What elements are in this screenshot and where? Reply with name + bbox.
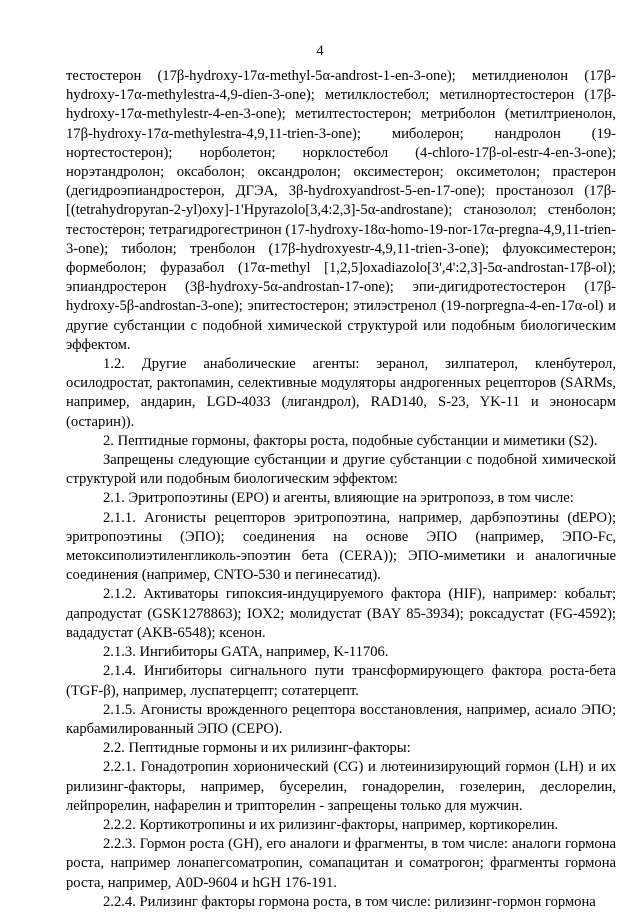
paragraph-gh-releasing-factors: 2.2.4. Рилизинг факторы гормона роста, в том числе: рилизинг-гормон гормона — [103, 893, 596, 910]
paragraph-prohibited-intro: Запрещены следующие субстанции и другие субстанции с подобной химической структурой или подобным биологическим эффектом: — [66, 452, 616, 488]
paragraph-tgf-beta-inhibitors: 2.1.4. Ингибиторы сигнального пути трансформирующего фактора роста-бета (TGF-β), например, луспатерцепт; сотатерцепт. — [66, 663, 616, 699]
paragraph-epo-receptor-agonists: 2.1.1. Агонисты рецепторов эритропоэтина, например, дарбэпоэтины (dEPO); эритропоэтины (ЭПО); соединения на основе ЭПО (например, ЭПО-Fc, метоксиполиэтиленгликоль-эпоэтин бета (CERA)); ЭПО-миметики и аналогичные соединения (например, CNTO-530 и пегинесатид). — [66, 509, 616, 584]
paragraph-peptide-hormones: 2.2. Пептидные гормоны и их рилизинг-факторы: — [103, 740, 411, 757]
paragraph-erythropoietins: 2.1. Эритропоэтины (ЕРО) и агенты, влияющие на эритропоэз, в том числе: — [103, 490, 574, 507]
document-body — [66, 67, 616, 912]
paragraph-anabolic-steroids-list: тестостерон (17β-hydroxy-17α-methyl-5α-androst-1-en-3-one); метилдиенолон (17β-hydroxy-17α-methylestra-4,9-dien-3-one); метилклостебол; метилнортестостерон (17β-hydroxy-17α-methylestr-4-en-3-one); метилтестостерон; метрибoлон (метилтриенолон, 17β-hydroxy-17α-methylestra-4,9,11-trien-3-one); миболерон; нандролон (19-нортестостерон); норболетон; норклостебол (4-chloro-17β-ol-estr-4-en-3-one); норэтандролон; оксаболон; оксандролон; оксиместерон; оксиметолон; прастерон (дегидроэпиандростерон, ДГЭА, 3β-hydroxyandrost-5-en-17-one); простанозол (17β-[(tetrahydropyran-2-yl)oxy]-1'Hpyrazolo[3,4:2,3]-5α-androstane); станозолол; стенболон; тестостерон; тетрагидрогестринон (17-hydroxy-18α-homo-19-nor-17α-pregna-4,9,11-trien-3-one); тиболон; тренболон (17β-hydroxyestr-4,9,11-trien-3-one); флуоксиместерон; формеболон; фуразабол (17α-methyl [1,2,5]oxadiazolo[3',4':2,3]-5α-androstan-17β-ol); эпиандростерон (3β-hydroxy-5α-androstan-17-one); эпи-дигидротестостерон (17β-hydroxy-5β-androstan-3-one); эпитестостерон; этилэстренол (19-norpregna-4-en-17α-ol) и другие субстанции с подобной химической структурой или подобным биологическим эффектом. — [66, 68, 616, 353]
paragraph-innate-repair-receptor-agonists: 2.1.5. Агонисты врожденного рецептора восстановления, например, асиало ЭПО; карбамилированный ЭПО (CEPO). — [66, 701, 616, 737]
paragraph-growth-hormone: 2.2.3. Гормон роста (GH), его аналоги и фрагменты, в том числе: аналоги гормона роста, например лонапегсоматропин, сомапацитан и соматрогон; фрагменты гормона роста, например, A0D-9604 и hGH 176-191. — [66, 836, 616, 891]
paragraph-other-anabolic-agents: 1.2. Другие анаболические агенты: зеранол, зилпатерол, кленбутерол, осилодростат, рактопамин, селективные модуляторы андрогенных рецепторов (SARMs, например, андарин, LGD-4033 (лигандрол), RAD140, S-23, YK-11 и эноносарм (остарин)). — [66, 356, 616, 430]
paragraph-gata-inhibitors: 2.1.3. Ингибиторы GATA, например, K-11706. — [103, 644, 389, 661]
paragraph-s2-heading: 2. Пептидные гормоны, факторы роста, подобные субстанции и миметики (S2). — [103, 432, 598, 449]
paragraph-hif-activators: 2.1.2. Активаторы гипоксия-индуцируемого фактора (HIF), например: кобальт; дапродустат (GSK1278863); IOX2; молидустат (BAY 85-3934); роксадустат (FG-4592); вададустат (AKB-6548); ксенон. — [66, 586, 616, 641]
page-number: 4 — [316, 43, 324, 59]
paragraph-corticotropins: 2.2.2. Кортикотропины и их рилизинг-факторы, например, кортикорелин. — [103, 816, 559, 833]
paragraph-gonadotropins: 2.2.1. Гонадотропин хорионический (CG) и лютеинизирующий гормон (LH) и их рилизинг-факторы, например, бусерелин, гонадорелин, гозелерин, деслорелин, лейпрорелин, нафарелин и трипторелин - запрещены только для мужчин. — [66, 759, 616, 814]
